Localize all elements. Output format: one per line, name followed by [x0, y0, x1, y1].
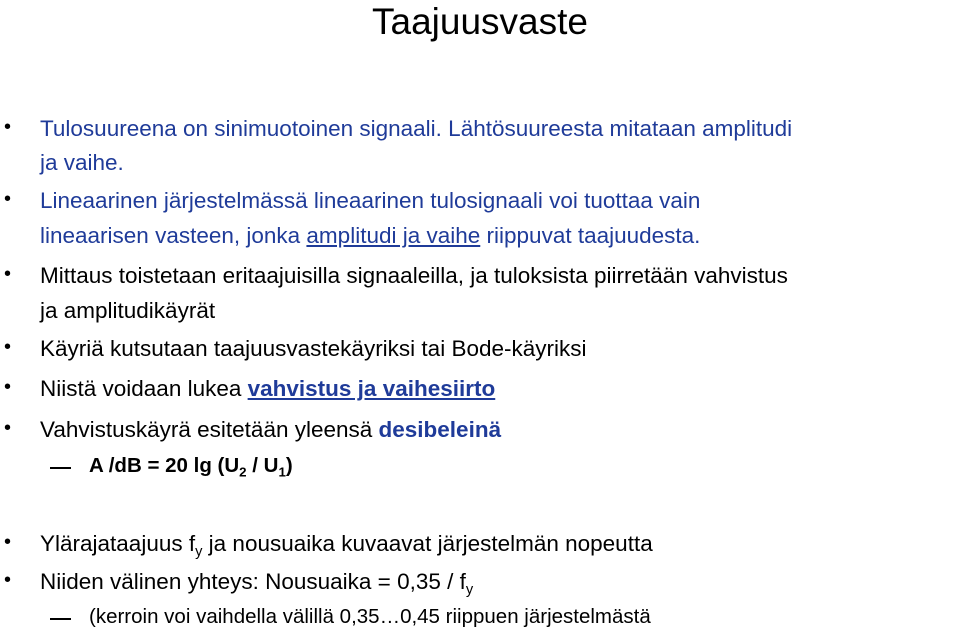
bullet-dot-icon: • [4, 116, 12, 138]
bullet-1-text-2: ja vaihe. [40, 150, 124, 175]
bullet-2-line-2 [40, 219, 700, 253]
bullet-4-text: Käyriä kutsutaan taajuusvastekäyriksi tai Bode-käyriksi [40, 336, 587, 361]
amplitude-phase-link[interactable]: amplitudi ja vaihe [306, 223, 481, 248]
formula-sub-1: 1 [278, 464, 286, 480]
bullet-5-text-pre: Niistä voidaan lukea [40, 376, 248, 401]
bullet-dot-icon: • [4, 188, 12, 210]
bullet-3-text-2: ja amplitudikäyrät [40, 298, 216, 323]
bullet-dot-icon: • [4, 376, 12, 398]
formula-post: ) [285, 454, 293, 477]
bullet-6-line-1 [40, 413, 501, 447]
decibels-emphasis: desibeleinä [378, 417, 502, 442]
bullet-3-text-1: Mittaus toistetaan eritaajuisilla signaaleilla, ja tuloksista piirretään vahvistus [40, 263, 788, 288]
bullet-dot-icon: • [4, 531, 12, 553]
bullet-2-text-2-pre: lineaarisen vasteen, jonka [40, 223, 307, 248]
bullet-4-line-1 [40, 332, 587, 366]
bullet-7-text-post: ja nousuaika kuvaavat järjestelmän nopeutta [202, 531, 653, 556]
bullet-8-sub: y [465, 582, 474, 599]
bullet-5-line-1 [40, 372, 495, 406]
bullet-1-line-2 [40, 146, 124, 180]
bullet-2-text-2-post: riippuvat taajuudesta. [480, 223, 701, 248]
bullet-dot-icon: • [4, 263, 12, 285]
bullet-8-line-1 [40, 565, 473, 599]
coefficient-note-text: (kerroin voi vaihdella välillä 0,35…0,45 riippuen järjestelmästä [89, 605, 651, 628]
bullet-3-line-1 [40, 259, 788, 293]
bullet-2-line-1 [40, 184, 700, 218]
bullet-3-line-2 [40, 294, 215, 328]
dash-bullet-icon [50, 467, 71, 469]
bullet-dot-icon: • [4, 336, 12, 358]
formula-sub-2: 2 [239, 464, 247, 480]
bullet-1-line-1 [40, 112, 792, 146]
formula-mid: / U [246, 454, 279, 477]
bullet-dot-icon: • [4, 417, 12, 439]
coefficient-note [89, 602, 651, 632]
formula-pre: A /dB = 20 lg (U [89, 454, 240, 477]
bullet-6-text-pre: Vahvistuskäyrä esitetään yleensä [40, 417, 379, 442]
dash-bullet-icon [50, 618, 71, 620]
gain-phase-shift-link[interactable]: vahvistus ja vaihesiirto [247, 376, 496, 401]
bullet-7-line-1 [40, 527, 653, 561]
bullet-1-text-1: Tulosuureena on sinimuotoinen signaali. Lähtösuureesta mitataan amplitudi [40, 116, 793, 141]
bullet-2-text-1: Lineaarinen järjestelmässä lineaarinen tulosignaali voi tuottaa vain [40, 188, 701, 213]
bullet-7-text-pre: Ylärajataajuus f [40, 531, 196, 556]
decibel-formula [89, 451, 293, 481]
bullet-dot-icon: • [4, 569, 12, 591]
bullet-7-sub: y [195, 544, 203, 561]
slide-title: Taajuusvaste [372, 1, 588, 42]
bullet-8-text-pre: Niiden välinen yhteys: Nousuaika = 0,35 / f [40, 569, 466, 594]
